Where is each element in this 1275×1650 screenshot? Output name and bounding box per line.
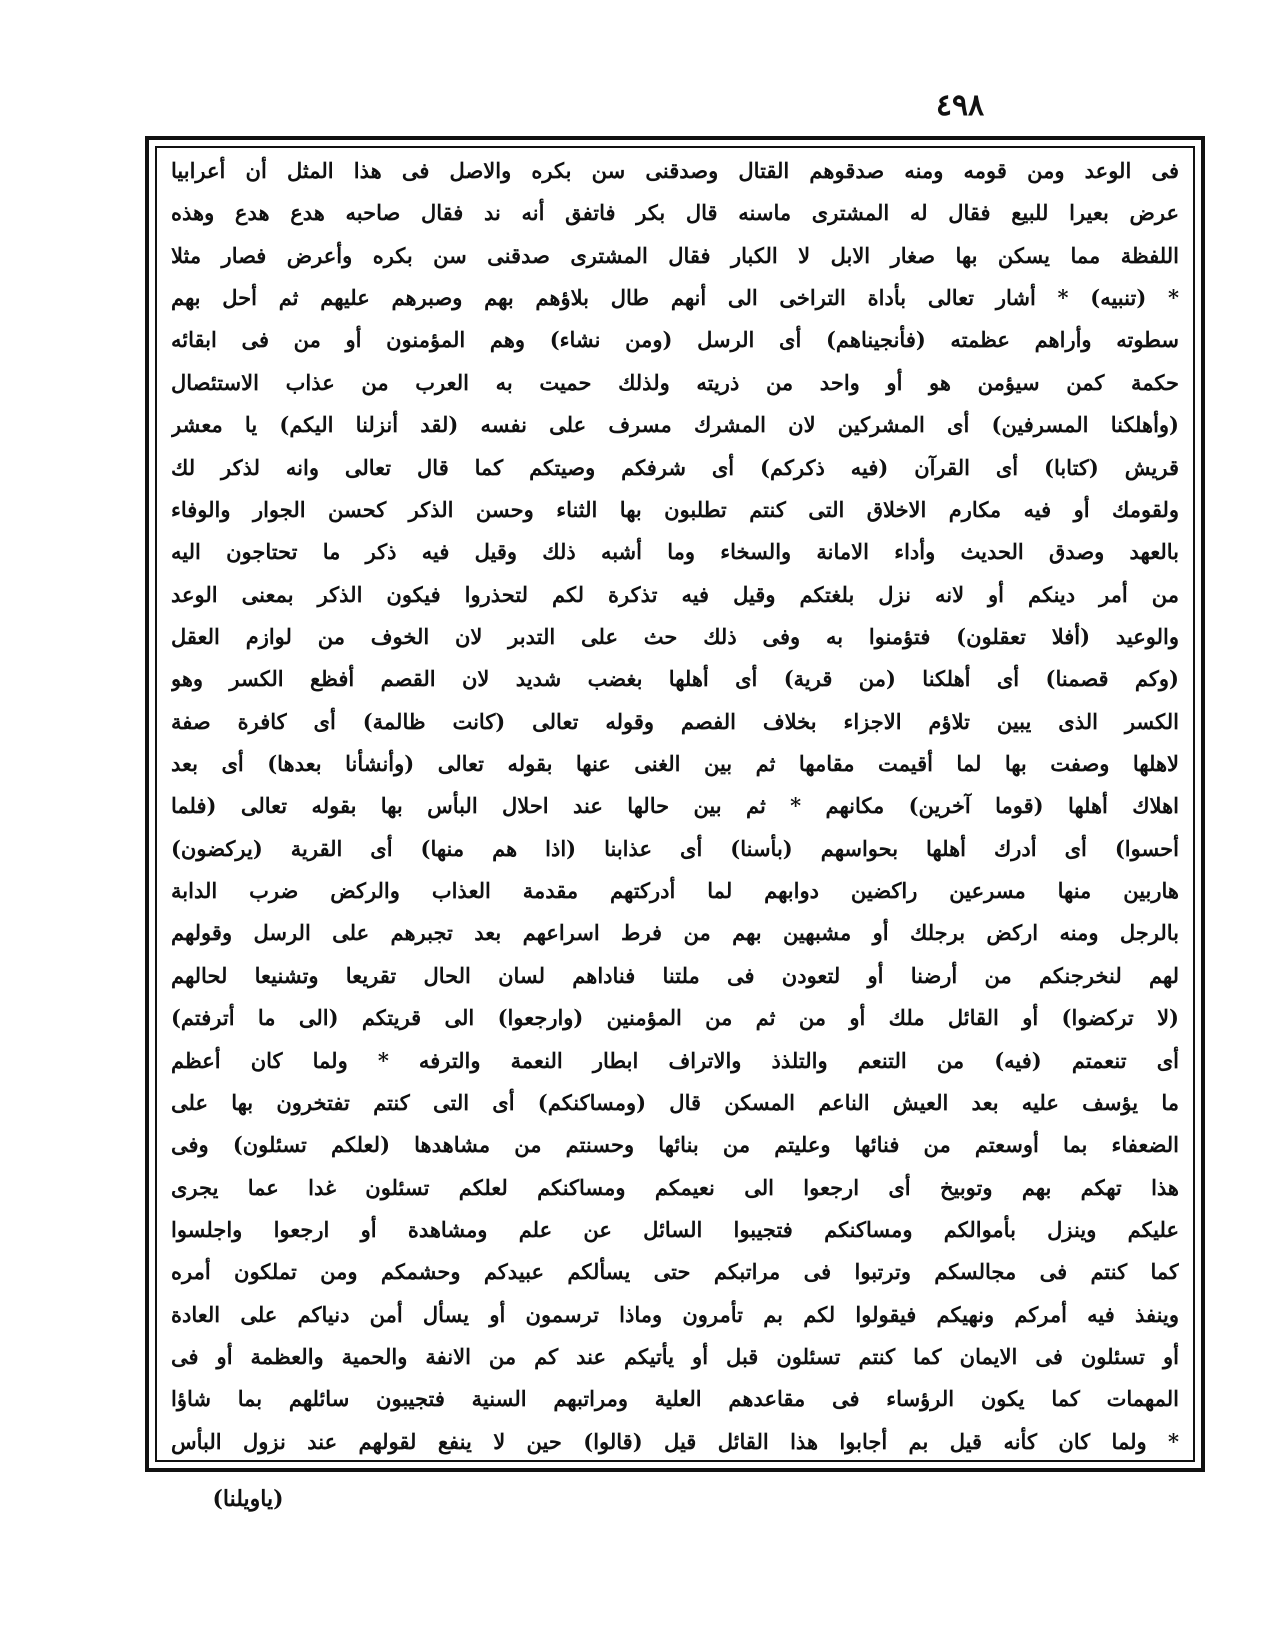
text-line: بالرجل ومنه اركض برجلك أو مشبهين بهم من فرط اسراعهم بعد تجبرهم على الرسل وقولهم xyxy=(171,920,1179,946)
text-line: اللفظة مما يسكن بها صغار الابل لا الكبار فقال المشترى صدقنى سن بكره وأعرض فصار مثلا xyxy=(171,242,1179,268)
text-line: عليكم وينزل بأموالكم ومساكنكم فتجيبوا السائل عن علم ومشاهدة أو ارجعوا واجلسوا xyxy=(171,1216,1179,1242)
page-number: ٤٩٨ xyxy=(935,88,985,123)
text-line: هذا تهكم بهم وتوبيخ أى ارجعوا الى نعيمكم ومساكنكم لعلكم تسئلون غدا عما يجرى xyxy=(171,1174,1179,1200)
text-line: اهلاك أهلها (قوما آخرين) مكانهم * ثم بين حالها عند احلال البأس بها بقوله تعالى (فلما xyxy=(171,793,1179,819)
text-line: لاهلها وصفت بها لما أقيمت مقامها ثم بين الغنى عنها بقوله تعالى (وأنشأنا بعدها) أى بعد xyxy=(171,751,1179,777)
page-frame xyxy=(145,136,1205,1472)
text-line: كما كنتم فى مجالسكم وترتبوا فى مراتبكم حتى يسألكم عبيدكم وحشمكم ومن تملكون أمره xyxy=(171,1259,1179,1285)
text-line: المهمات كما يكون الرؤساء فى مقاعدهم العلية ومراتبهم السنية فتجيبون سائلهم بما شاؤا xyxy=(171,1386,1179,1412)
text-line: هاربين منها مسرعين راكضين دوابهم لما أدركتهم مقدمة العذاب والركض ضرب الدابة xyxy=(171,878,1179,904)
text-body xyxy=(171,152,1179,1460)
text-line: * (تنبيه) * أشار تعالى بأداة التراخى الى أنهم طال بلاؤهم بهم وصبرهم عليهم ثم أحل بهم xyxy=(171,285,1179,311)
text-line: قريش (كتابا) أى القرآن (فيه ذكركم) أى شرفكم وصيتكم كما قال تعالى وانه لذكر لك xyxy=(171,454,1179,480)
text-line: الكسر الذى يبين تلاؤم الاجزاء بخلاف الفصم وقوله تعالى (كانت ظالمة) أى كافرة صفة xyxy=(171,708,1179,734)
text-line: ولقومك أو فيه مكارم الاخلاق التى كنتم تطلبون بها الثناء وحسن الذكر كحسن الجوار والوفاء xyxy=(171,496,1179,522)
text-line: والوعيد (أفلا تعقلون) فتؤمنوا به وفى ذلك حث على التدبر لان الخوف من لوازم العقل xyxy=(171,623,1179,649)
text-line: من أمر دينكم أو لانه نزل بلغتكم وقيل فيه تذكرة لكم لتحذروا فيكون الذكر بمعنى الوعد xyxy=(171,581,1179,607)
text-line: عرض بعيرا للبيع فقال له المشترى ماسنه قال بكر فاتفق أنه ند فقال صاحبه هدع هدع وهذه xyxy=(171,200,1179,226)
text-line: أحسوا) أى أدرك أهلها بحواسهم (بأسنا) أى عذابنا (اذا هم منها) أى القرية (يركضون) xyxy=(171,835,1179,861)
text-line: * ولما كان كأنه قيل بم أجابوا هذا القائل قيل (قالوا) حين لا ينفع لقولهم عند نزول البأس xyxy=(171,1428,1179,1454)
text-line: أى تنعمتم (فيه) من التنعم والتلذذ والاتراف ابطار النعمة والترفه * ولما كان أعظم xyxy=(171,1047,1179,1073)
text-line: (وكم قصمنا) أى أهلكنا (من قرية) أى أهلها بغضب شديد لان القصم أفظع الكسر وهو xyxy=(171,666,1179,692)
text-line: وينفذ فيه أمركم ونهيكم فيقولوا لكم بم تأمرون وماذا ترسمون أو يسأل أمن دنياكم على العادة xyxy=(171,1301,1179,1327)
text-line: ما يؤسف عليه بعد العيش الناعم المسكن قال (ومساكنكم) أى التى كنتم تفتخرون بها على xyxy=(171,1089,1179,1115)
text-line: فى الوعد ومن قومه ومنه صدقوهم القتال وصدقنى سن بكره والاصل فى هذا المثل أن أعرابيا xyxy=(171,158,1179,183)
text-line: الضعفاء بما أوسعتم من فنائها وعليتم من بنائها وحسنتم من مشاهدها (لعلكم تسئلون) وفى xyxy=(171,1132,1179,1158)
text-line: سطوته وأراهم عظمته (فأنجيناهم) أى الرسل (ومن نشاء) وهم المؤمنون أو من فى ابقائه xyxy=(171,327,1179,353)
text-line: لهم لنخرجنكم من أرضنا أو لتعودن فى ملتنا فناداهم لسان الحال تقريعا وتشنيعا لحالهم xyxy=(171,962,1179,988)
text-line: حكمة كمن سيؤمن هو أو واحد من ذريته ولذلك حميت به العرب من عذاب الاستئصال xyxy=(171,369,1179,395)
catchword: (ياويلنا) xyxy=(212,1486,284,1512)
text-line: (لا تركضوا) أو القائل ملك أو من ثم من المؤمنين (وارجعوا) الى قريتكم (الى ما أترفتم) xyxy=(171,1005,1179,1031)
text-line: أو تسئلون فى الايمان كما كنتم تسئلون قبل أو يأتيكم عند كم من الانفة والحمية والعظمة أو فى xyxy=(171,1344,1179,1370)
text-line: (وأهلكنا المسرفين) أى المشركين لان المشرك مسرف على نفسه (لقد أنزلنا اليكم) يا معشر xyxy=(171,412,1179,438)
text-line: بالعهد وصدق الحديث وأداء الامانة والسخاء وما أشبه ذلك وقيل فيه ذكر ما تحتاجون اليه xyxy=(171,539,1179,565)
